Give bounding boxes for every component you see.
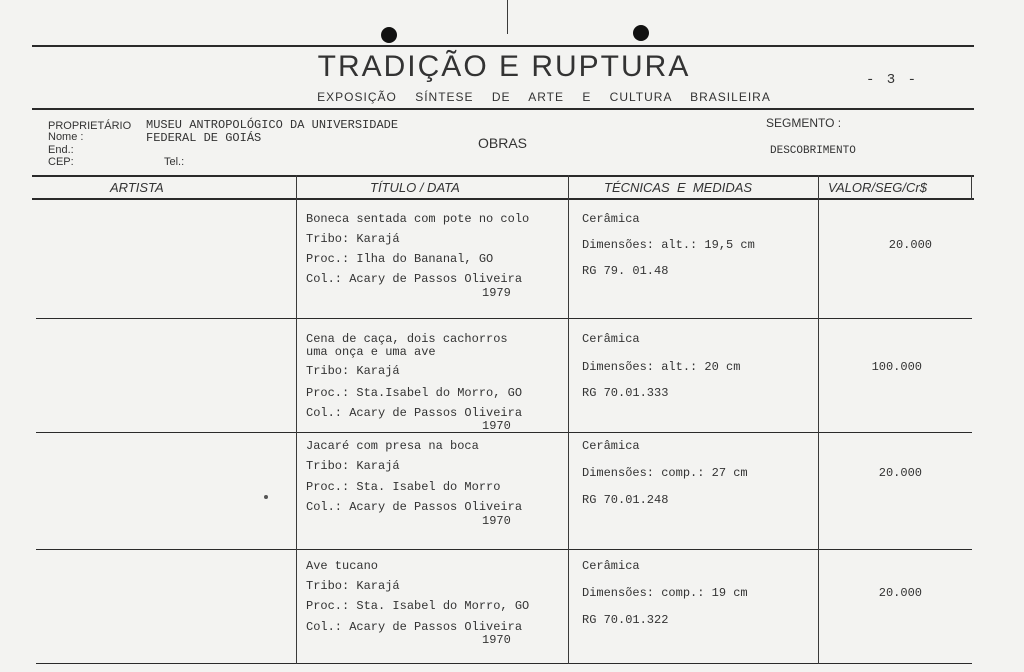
row-titulo-line2: uma onça e uma ave <box>306 345 436 359</box>
row-divider-2 <box>36 432 972 433</box>
page-number: - 3 - <box>866 72 919 88</box>
row-valor: 20.000 <box>878 586 922 600</box>
row-year: 1970 <box>482 514 511 528</box>
row-dimensoes: Dimensões: comp.: 27 cm <box>582 466 748 480</box>
row-col: Col.: Acary de Passos Oliveira <box>306 272 523 286</box>
row-tecnica: Cerâmica <box>582 439 640 453</box>
row-dimensoes: Dimensões: alt.: 20 cm <box>582 360 741 374</box>
page-subtitle: EXPOSIÇÃO SÍNTESE DE ARTE E CULTURA BRASILEIRA <box>317 90 771 104</box>
cep-label: CEP: <box>48 156 74 168</box>
segmento-value: DESCOBRIMENTO <box>770 145 856 157</box>
punch-hole-left <box>381 27 397 43</box>
row-rg: RG 70.01.333 <box>582 386 669 400</box>
row-col: Col.: Acary de Passos Oliveira <box>306 406 523 420</box>
column-divider-2 <box>568 175 569 664</box>
col-header-titulo: TÍTULO / DATA <box>370 180 460 195</box>
row-titulo: Ave tucano <box>306 559 379 573</box>
row-tribo: Tribo: Karajá <box>306 459 400 473</box>
tel-label: Tel.: <box>164 156 185 168</box>
row-titulo: Boneca sentada com pote no colo <box>306 212 530 226</box>
row-proc: Proc.: Sta. Isabel do Morro <box>306 480 501 494</box>
segmento-label: SEGMENTO : <box>766 116 842 130</box>
row-tribo: Tribo: Karajá <box>306 579 400 593</box>
row-tecnica: Cerâmica <box>582 212 640 226</box>
col-header-valor: VALOR/SEG/Cr$ <box>828 180 927 195</box>
row-titulo: Jacaré com presa na boca <box>306 439 479 453</box>
table-top-rule <box>32 175 974 177</box>
row-tribo: Tribo: Karajá <box>306 232 400 246</box>
page-title: TRADIÇÃO E RUPTURA <box>317 50 691 83</box>
column-divider-4 <box>971 175 972 200</box>
end-label: End.: <box>48 144 74 156</box>
top-rule <box>32 45 974 47</box>
row-tecnica: Cerâmica <box>582 559 640 573</box>
row-tecnica: Cerâmica <box>582 332 640 346</box>
row-valor: 20.000 <box>878 466 922 480</box>
punch-hole-right <box>633 25 649 41</box>
header-rule <box>32 108 974 110</box>
row-titulo: Cena de caça, dois cachorros <box>306 332 508 346</box>
col-header-tecnicas: TÉCNICAS E MEDIDAS <box>604 180 753 195</box>
proprietario-label: PROPRIETÁRIO <box>48 120 132 132</box>
nome-label: Nome : <box>48 131 84 143</box>
row-proc: Proc.: Ilha do Bananal, GO <box>306 252 494 266</box>
row-divider-3 <box>36 549 972 550</box>
obras-label: OBRAS <box>478 135 528 151</box>
row-divider-1 <box>36 318 972 319</box>
row-proc: Proc.: Sta.Isabel do Morro, GO <box>306 386 523 400</box>
row-dimensoes: Dimensões: alt.: 19,5 cm <box>582 238 755 252</box>
row-rg: RG 70.01.322 <box>582 613 669 627</box>
row-year: 1970 <box>482 633 511 647</box>
row-tribo: Tribo: Karajá <box>306 364 400 378</box>
owner-name-line2: FEDERAL DE GOIÁS <box>146 131 262 145</box>
column-divider-1 <box>296 175 297 664</box>
owner-name-line1: MUSEU ANTROPOLÓGICO DA UNIVERSIDADE <box>146 118 399 132</box>
ink-dot <box>264 495 268 499</box>
row-valor: 20.000 <box>888 238 932 252</box>
row-dimensoes: Dimensões: comp.: 19 cm <box>582 586 748 600</box>
top-center-mark <box>507 0 508 34</box>
row-col: Col.: Acary de Passos Oliveira <box>306 620 523 634</box>
col-header-artista: ARTISTA <box>110 180 164 195</box>
row-proc: Proc.: Sta. Isabel do Morro, GO <box>306 599 530 613</box>
table-header-rule <box>32 198 974 200</box>
row-rg: RG 79. 01.48 <box>582 264 669 278</box>
row-year: 1979 <box>482 286 511 300</box>
table-bottom-rule <box>36 663 972 664</box>
row-year: 1970 <box>482 419 511 431</box>
row-rg: RG 70.01.248 <box>582 493 669 507</box>
row-valor: 100.000 <box>871 360 922 374</box>
row-col: Col.: Acary de Passos Oliveira <box>306 500 523 514</box>
